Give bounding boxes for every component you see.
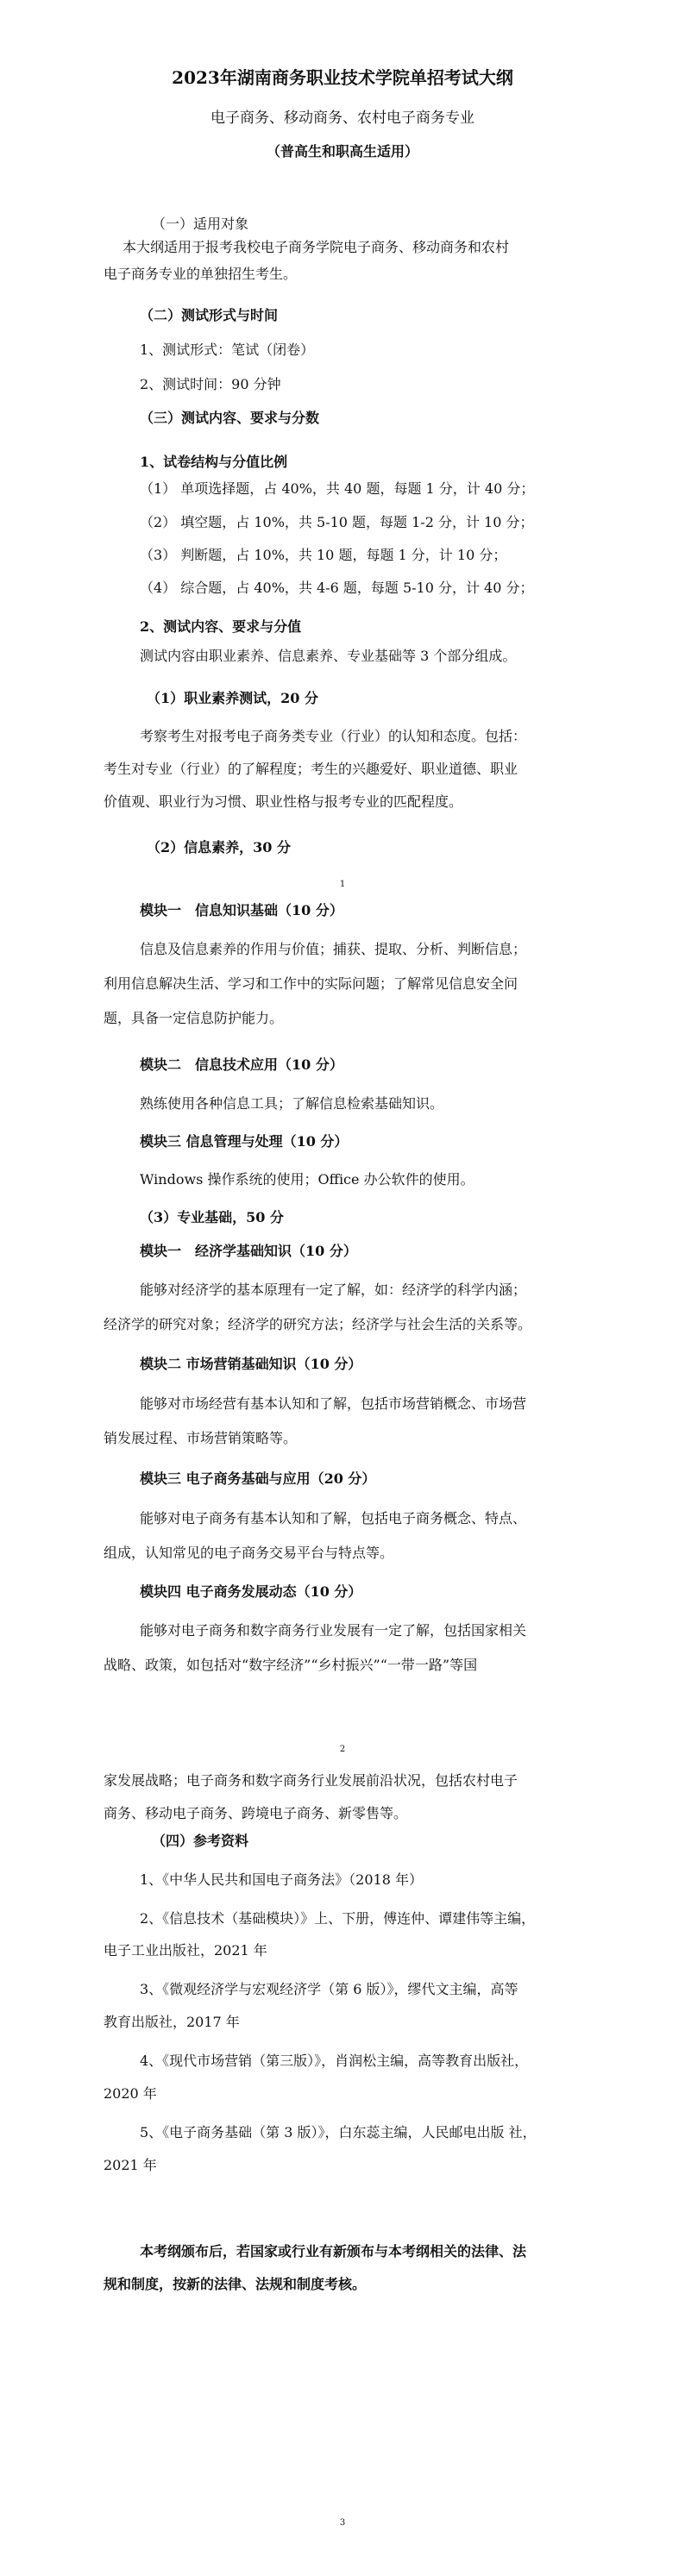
module-line: 家发展战略；电子商务和数字商务行业发展前沿状况，包括农村电子: [104, 1772, 518, 1789]
part-1-line: 价值观、职业行为习惯、职业性格与报考专业的匹配程度。: [104, 793, 463, 810]
module-line: 能够对市场经营有基本认知和了解，包括市场营销概念、市场营: [140, 1395, 527, 1412]
page-subtitle: 电子商务、移动商务、农村电子商务专业: [211, 110, 474, 127]
section-3-heading: （三）测试内容、要求与分数: [140, 410, 320, 426]
part-1-line: 考察考生对报考电子商务类专业（行业）的认知和态度。包括：: [140, 728, 527, 744]
structure-item: （4） 综合题，占 40%，共 4-6 题，每题 5-10 分，计 40 分；: [140, 580, 534, 596]
reference-item: 教育出版社，2017 年: [104, 2014, 240, 2030]
module-title: 模块二 信息技术应用（10 分）: [140, 1056, 343, 1073]
module-line: 题，具备一定信息防护能力。: [104, 1010, 284, 1026]
page-number: 3: [339, 2518, 346, 2528]
reference-item: 电子工业出版社，2021 年: [104, 1942, 267, 1959]
test-time: 2、测试时间：90 分钟: [140, 376, 281, 392]
module-line: 销发展过程、市场营销策略等。: [104, 1430, 298, 1446]
part-3-heading: （3）专业基础，50 分: [140, 1209, 284, 1225]
reference-item: 4、《现代市场营销（第三版）》，肖润松主编，高等教育出版社，: [140, 2053, 529, 2069]
module-title: 模块三 信息管理与处理（10 分）: [140, 1133, 349, 1150]
module-line: 能够对电子商务和数字商务行业发展有一定了解，包括国家相关: [140, 1622, 527, 1639]
module-line: Windows 操作系统的使用；Office 办公软件的使用。: [140, 1171, 474, 1188]
content-intro: 测试内容由职业素养、信息素养、专业基础等 3 个部分组成。: [140, 648, 517, 664]
page-number: 2: [339, 1745, 346, 1754]
part-1-line: 考生对专业（行业）的了解程度；考生的兴趣爱好、职业道德、职业: [104, 761, 518, 777]
module-line: 信息及信息素养的作用与价值；捕获、提取、分析、判断信息；: [140, 941, 527, 957]
reference-item: 5、《电子商务基础（第 3 版）》，白东蕊主编，人民邮电出版 社，: [140, 2124, 537, 2140]
structure-item: （2） 填空题，占 10%，共 5-10 题，每题 1-2 分，计 10 分；: [140, 514, 534, 530]
reference-item: 3、《微观经济学与宏观经济学（第 6 版）》，缪代文主编，高等: [140, 1981, 518, 1997]
closing-note: 规和制度，按新的法律、法规和制度考核。: [104, 2276, 367, 2292]
module-title: 模块一 信息知识基础（10 分）: [140, 902, 343, 918]
closing-note: 本考纲颁布后，若国家或行业有新颁布与本考纲相关的法律、法: [140, 2243, 527, 2259]
module-line: 能够对经济学的基本原理有一定了解，如：经济学的科学内涵；: [140, 1282, 527, 1298]
page-number: 1: [339, 880, 346, 889]
module-line: 能够对电子商务有基本认知和了解，包括电子商务概念、特点、: [140, 1510, 527, 1526]
part-1-heading: （1）职业素养测试，20 分: [147, 690, 318, 706]
module-title: 模块二 市场营销基础知识（10 分）: [140, 1356, 362, 1372]
module-line: 商务、移动电子商务、跨境电子商务、新零售等。: [104, 1805, 408, 1821]
reference-item: 2020 年: [104, 2085, 157, 2102]
structure-heading: 1、试卷结构与分值比例: [140, 454, 288, 470]
section-2-heading: （二）测试形式与时间: [140, 307, 279, 323]
module-line: 战略、政策，如包括对“数字经济”“乡村振兴”“一带一路”等国: [104, 1657, 478, 1673]
section-4-heading: （四）参考资料: [152, 1833, 249, 1849]
part-2-heading: （2）信息素养，30 分: [147, 839, 291, 856]
page-title: 2023年湖南商务职业技术学院单招考试大纲: [172, 67, 513, 88]
module-title: 模块四 电子商务发展动态（10 分）: [140, 1583, 362, 1600]
module-line: 利用信息解决生活、学习和工作中的实际问题；了解常见信息安全问: [104, 975, 518, 992]
reference-item: 2、《信息技术（基础模块）》上、下册，傅连仲、谭建伟等主编，: [140, 1910, 536, 1927]
section-1-heading: （一）适用对象: [152, 216, 249, 232]
reference-item: 1、《中华人民共和国电子商务法》（2018 年）: [140, 1871, 423, 1888]
module-title: 模块一 经济学基础知识（10 分）: [140, 1243, 357, 1259]
module-line: 熟练使用各种信息工具；了解信息检索基础知识。: [140, 1095, 444, 1112]
module-line: 经济学的研究对象；经济学的研究方法；经济学与社会生活的关系等。: [104, 1316, 532, 1332]
content-heading: 2、测试内容、要求与分值: [140, 618, 302, 635]
section-1-line: 本大纲适用于报考我校电子商务学院电子商务、移动商务和农村: [123, 239, 510, 255]
section-1-line: 电子商务专业的单独招生考生。: [104, 266, 298, 282]
module-title: 模块三 电子商务基础与应用（20 分）: [140, 1470, 376, 1487]
scope-note: （普高生和职高生适用）: [266, 143, 418, 160]
test-form: 1、测试形式：笔试（闭卷）: [140, 342, 315, 358]
reference-item: 2021 年: [104, 2157, 157, 2173]
structure-item: （3） 判断题，占 10%，共 10 题，每题 1 分，计 10 分；: [140, 547, 507, 563]
structure-item: （1） 单项选择题，占 40%，共 40 题，每题 1 分，计 40 分；: [140, 480, 535, 497]
module-line: 组成，认知常见的电子商务交易平台与特点等。: [104, 1545, 394, 1561]
